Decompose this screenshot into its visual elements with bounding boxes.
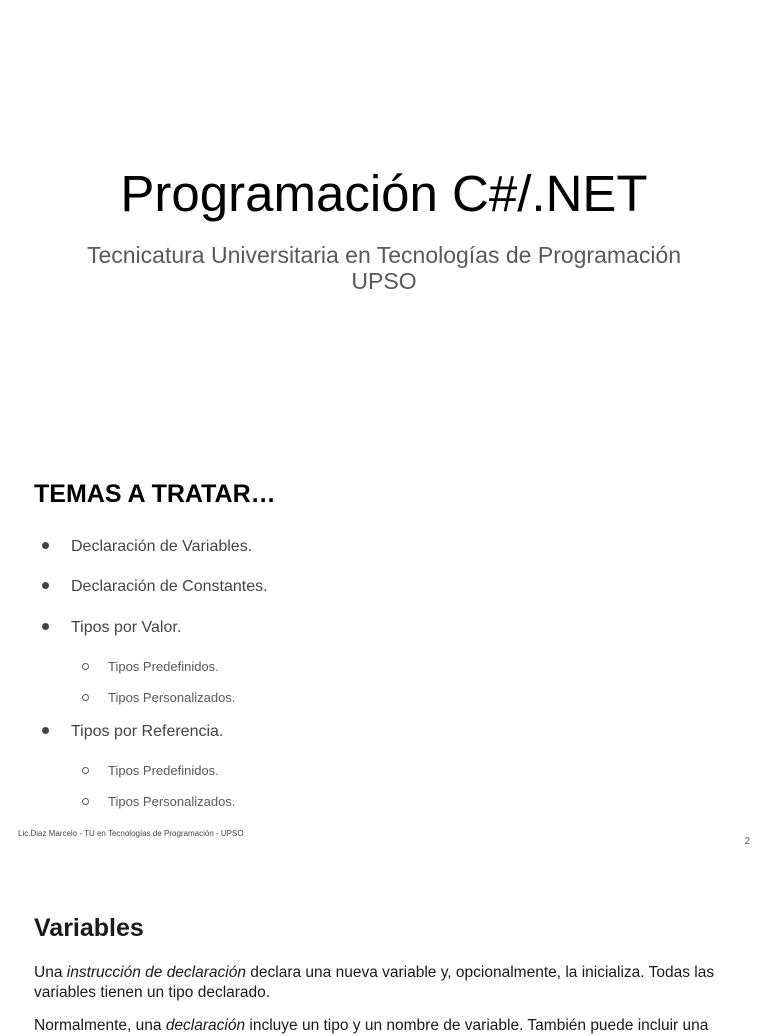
list-item-text: Declaración de Variables. [71, 538, 253, 555]
list-subitem [82, 763, 219, 779]
bullet-ring-icon [82, 694, 89, 701]
list-item-text: Tipos Personalizados. [108, 794, 236, 809]
list-subitem [82, 690, 235, 706]
bullet-dot-icon [42, 727, 49, 734]
paragraph-emphasis: instrucción de declaración [66, 964, 246, 981]
bullet-ring-icon [82, 798, 89, 805]
paragraph-text: Normalmente, una [34, 1017, 166, 1034]
paragraph-text: Una [34, 964, 67, 981]
bullet-ring-icon [82, 663, 89, 670]
paragraph-text: declara una nueva variable y, opcionalmente, la inicializa. Todas las variables tienen un tipo declarado. [34, 964, 715, 1001]
presentation-subtitle [0, 242, 768, 294]
topics-heading: TEMAS A TRATAR… [34, 480, 276, 508]
list-item-text: Declaración de Constantes. [71, 578, 268, 595]
list-item-text: Tipos por Valor. [71, 619, 182, 636]
slide-topics [0, 432, 768, 864]
bullet-ring-icon [82, 767, 89, 774]
slide-footer: Lic.Diaz Marcelo - TU en Tecnologías de Programación - UPSO [18, 829, 244, 838]
subtitle-line-1: Tecnicatura Universitaria en Tecnologías de Programación [86, 242, 682, 268]
list-item [42, 618, 181, 638]
list-item [42, 537, 252, 557]
section-heading: Variables [34, 914, 144, 942]
slide-title [0, 0, 768, 432]
bullet-dot-icon [42, 623, 49, 630]
list-item-text: Tipos Personalizados. [108, 690, 236, 705]
presentation-title: Programación C#/.NET [120, 165, 648, 222]
slide-variables [0, 864, 768, 1034]
bullet-dot-icon [42, 542, 49, 549]
list-item [42, 577, 268, 597]
page-number: 2 [744, 836, 750, 847]
paragraph-declaration-detail [34, 1016, 734, 1036]
list-subitem [82, 794, 235, 810]
paragraph-emphasis: declaración [165, 1017, 246, 1034]
subtitle-line-2: UPSO [351, 268, 417, 294]
list-item-text: Tipos Predefinidos. [108, 659, 219, 674]
paragraph-declaration [34, 963, 734, 1003]
bullet-dot-icon [42, 582, 49, 589]
list-item-text: Tipos por Referencia. [71, 723, 224, 740]
list-item-text: Tipos Predefinidos. [108, 763, 219, 778]
paragraph-text: incluye un tipo y un nombre de variable. También puede incluir una [245, 1017, 709, 1034]
list-item [42, 722, 223, 742]
list-subitem [82, 659, 219, 675]
